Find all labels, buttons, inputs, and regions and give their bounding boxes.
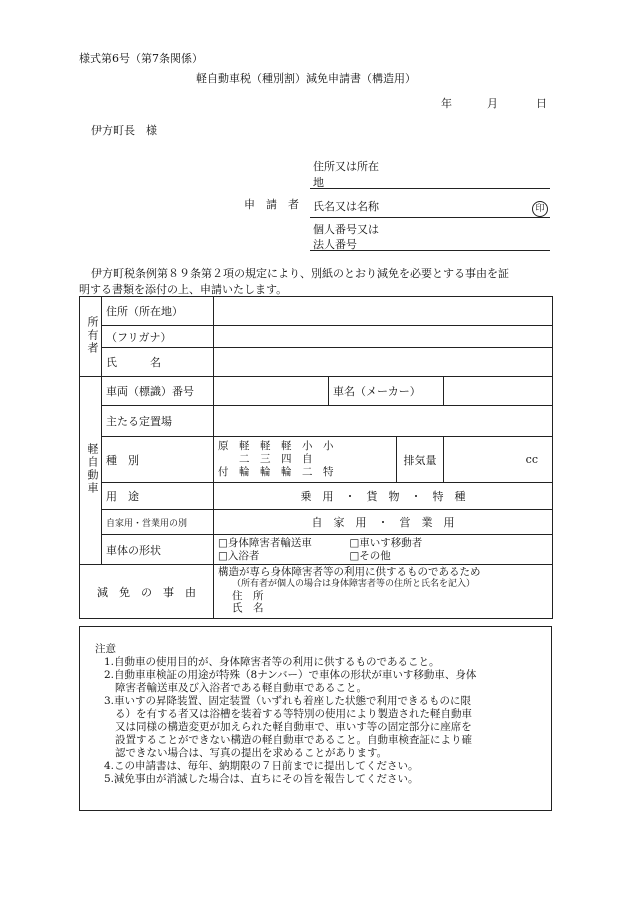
reason-label: 減 免 の 事 由 [80, 565, 214, 619]
shape-option-other[interactable]: □その他 [349, 549, 391, 562]
vehicle-type-row-3: 付 輪 輪 輪 二 特 [218, 466, 334, 478]
applicant-name-label: 氏名又は名称 [313, 200, 379, 213]
maker-label: 車名（メーカー） [329, 377, 444, 406]
note-2b: 障害者輸送車及び入浴者である軽自動車であること。 [115, 682, 367, 694]
notes-box [79, 626, 552, 811]
form-number: 様式第6号（第7条関係） [79, 52, 203, 65]
garage-label: 主たる定置場 [102, 406, 214, 437]
date-month: 月 [487, 97, 498, 110]
note-3b: る）を有する者又は浴槽を装着する等特別の使用により製造された軽自動車 [115, 708, 472, 720]
use-options[interactable]: 乗 用 ・ 貨 物 ・ 特 種 [214, 483, 553, 510]
owner-section-label [80, 297, 102, 377]
date-year: 年 [441, 97, 452, 110]
application-table [79, 296, 553, 619]
owner-section-text: 所有者 [86, 315, 99, 355]
applicant-id-label-2: 法人番号 [313, 238, 357, 251]
form-title: 軽自動車税（種別割）減免申請書（構造用） [196, 72, 416, 85]
plate-number-label: 車両（標識）番号 [102, 377, 214, 406]
applicant-address-line [310, 188, 550, 189]
seal-mark [532, 196, 548, 217]
displacement-unit: cc [525, 453, 538, 466]
reason-text-1: 構造が専ら身体障害者等の利用に供するものであるため [218, 566, 481, 578]
note-3d: 設置することができない構造の軽自動車であること。自動車検査証により確 [115, 734, 472, 746]
owner-address-field[interactable] [214, 297, 553, 326]
reason-text-2: （所有者が個人の場合は身体障害者等の住所と氏名を記入） [232, 579, 476, 589]
use-label: 用 途 [102, 483, 214, 510]
note-5: 5.減免事由が消滅した場合は、直ちにその旨を報告してください。 [104, 773, 419, 785]
vehicle-type-row-1: 原 軽 軽 軽 小 小 [218, 440, 334, 452]
owner-address-label: 住所（所在地） [102, 297, 214, 326]
body-shape-options[interactable] [214, 535, 553, 565]
maker-field[interactable] [444, 377, 553, 406]
private-commercial-label: 自家用・営業用の別 [102, 510, 214, 535]
seal-glyph: 印 [532, 201, 548, 217]
body-shape-label: 車体の形状 [102, 535, 214, 565]
note-3c: 又は同様の構造変更が加えられた軽自動車で、車いす等の固定部分に座席を [115, 721, 472, 733]
owner-name-field[interactable] [214, 348, 553, 377]
note-1: 1.自動車の使用目的が、身体障害者等の利用に供するものであること。 [104, 656, 440, 668]
addressee: 伊方町長 様 [91, 124, 157, 137]
note-3a: 3.車いすの昇降装置、固定装置（いずれも着座した状態で利用できるものに限 [104, 695, 472, 707]
plate-number-field[interactable] [214, 377, 329, 406]
shape-option-wheelchair[interactable]: □車いす移動者 [349, 536, 423, 549]
shape-option-transport[interactable]: □身体障害者輸送車 [218, 536, 312, 549]
applicant-address-label-2: 地 [313, 176, 324, 189]
intro-line-2: 明する書類を添付の上、申請いたします。 [79, 283, 288, 296]
notes-heading: 注意 [95, 643, 116, 655]
intro-line-1: 伊方町税条例第８９条第２項の規定により、別紙のとおり減免を必要とする事由を証 [91, 267, 509, 280]
note-2a: 2.自動車車検証の用途が特殊（8ナンバー）で車体の形状が車いす移動車、身体 [104, 669, 477, 681]
vehicle-type-label: 種 別 [102, 437, 214, 483]
applicant-address-label-1: 住所又は所在 [313, 160, 379, 173]
vehicle-type-options[interactable] [214, 437, 397, 483]
owner-name-label: 氏 名 [102, 348, 214, 377]
reason-name-label: 氏 名 [232, 602, 264, 614]
applicant-label: 申 請 者 [244, 198, 299, 211]
applicant-id-line [310, 250, 550, 251]
garage-field[interactable] [214, 406, 553, 437]
owner-furigana-field[interactable] [214, 326, 553, 348]
reason-field[interactable] [214, 565, 553, 619]
vehicle-section-text: 軽自動車 [86, 443, 99, 495]
private-commercial-options[interactable]: 自 家 用 ・ 営 業 用 [214, 510, 553, 535]
displacement-field[interactable] [444, 437, 553, 483]
displacement-label: 排気量 [397, 437, 444, 483]
note-4: 4.この申請書は、毎年、納期限の７日前までに提出してください。 [104, 760, 419, 772]
shape-option-bath[interactable]: □入浴者 [218, 549, 260, 562]
vehicle-section-label [80, 377, 102, 565]
vehicle-type-row-2: 二 三 四 自 [218, 453, 334, 465]
note-3e: 認できない場合は、写真の提出を求めることがあります。 [115, 747, 388, 759]
applicant-name-line [310, 217, 550, 218]
date-day: 日 [536, 97, 547, 110]
applicant-id-label-1: 個人番号又は [313, 223, 379, 236]
owner-furigana-label: （フリガナ） [102, 326, 214, 348]
reason-address-label: 住 所 [232, 590, 264, 602]
